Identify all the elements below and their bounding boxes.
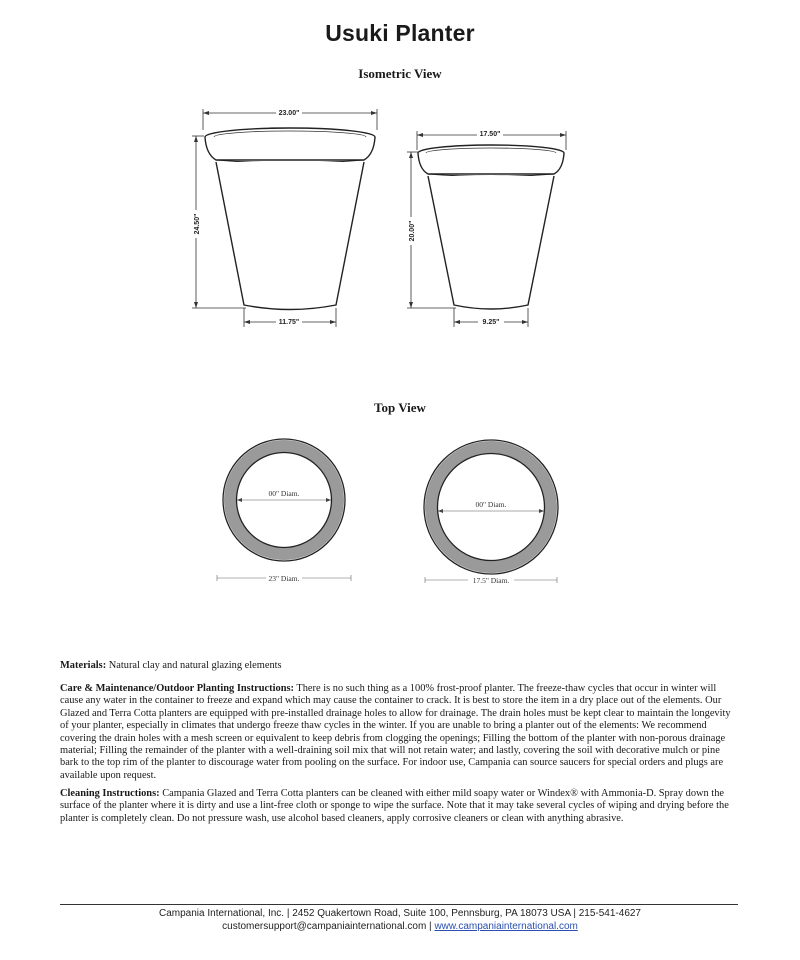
large-planter-base-width: 11.75": [278, 319, 300, 326]
cleaning-label: Cleaning Instructions:: [60, 788, 160, 799]
top-view-heading: Top View: [374, 400, 426, 415]
cleaning-text: Campania Glazed and Terra Cotta planters can be cleaned with either mild soapy water or Windex® with Ammonia-D. Spray down the surface of the planter where it is dirty and use a lint-free cloth or sponge to wipe the surface. Note that it may take several cycles of wiping and drying before the planter is completely clean. Do not pressure wash, use alcohol based cleaners, apply corrosive cleaners or clean with anything abrasive.: [60, 788, 729, 824]
materials-paragraph: [60, 660, 740, 672]
footer-divider: [60, 904, 738, 905]
website-link[interactable]: www.campaniainternational.com: [434, 921, 578, 932]
large-ring-drawing: [217, 439, 351, 583]
materials-label: Materials:: [60, 660, 107, 671]
large-planter-drawing: [191, 108, 377, 327]
materials-text: Natural clay and natural glazing elements: [106, 660, 282, 671]
footer-email: customersupport@campaniainternational.com: [222, 921, 427, 932]
large-planter-height: 24.50": [194, 213, 201, 235]
care-instructions-paragraph: [60, 683, 740, 782]
footer-contact: [0, 921, 800, 932]
isometric-view-drawing: [0, 100, 800, 340]
cleaning-instructions-paragraph: [60, 788, 740, 825]
page-title: Usuki Planter: [325, 20, 475, 46]
care-text: There is no such thing as a 100% frost-proof planter. The freeze-thaw cycles that occur in winter will cause any water in the container to freeze and expand which may cause the container to crack. It is best to store the item in a dry place out of the elements. Our Glazed and Terra Cotta planters are equipped with pre-installed drainage holes to allow for drainage. The drain holes must be kept clear to maintain the longevity of your planter, especially in climates that undergo freeze thaw cycles in the winter. If you are unable to bring a planter out of the elements: We recommend covering the drain holes with a mesh screen or equivalent to keep debris from clogging the openings; Filling the bottom of the planter with non-porous drainage material; Filling the remainder of the planter with a well-draining soil mix that will not retain water; and lastly, covering the soil with decorative mulch or pine bark to the top rim of the planter to discourage water from pooling on the surface. For indoor use, Campania can source saucers for special orders and plugs are available upon request.: [60, 683, 731, 781]
small-ring-inner-label: 00" Diam.: [475, 500, 507, 509]
small-planter-height: 20.00": [409, 220, 416, 242]
care-label: Care & Maintenance/Outdoor Planting Instructions:: [60, 683, 294, 694]
small-planter-base-width: 9.25": [482, 319, 500, 326]
small-planter-top-width: 17.50": [479, 131, 501, 138]
footer-separator: |: [426, 921, 435, 932]
large-ring-outer-label: 23" Diam.: [268, 574, 300, 583]
top-view-drawing: [0, 420, 800, 600]
large-ring-inner-label: 00" Diam.: [268, 489, 300, 498]
small-ring-drawing: [424, 440, 558, 585]
small-planter-drawing: [406, 129, 566, 327]
large-planter-top-width: 23.00": [278, 110, 300, 117]
footer-address: Campania International, Inc. | 2452 Quakertown Road, Suite 100, Pennsburg, PA 18073 USA | 215-541-4627: [159, 908, 641, 919]
small-ring-outer-label: 17.5" Diam.: [472, 576, 510, 585]
isometric-view-heading: Isometric View: [358, 66, 442, 81]
